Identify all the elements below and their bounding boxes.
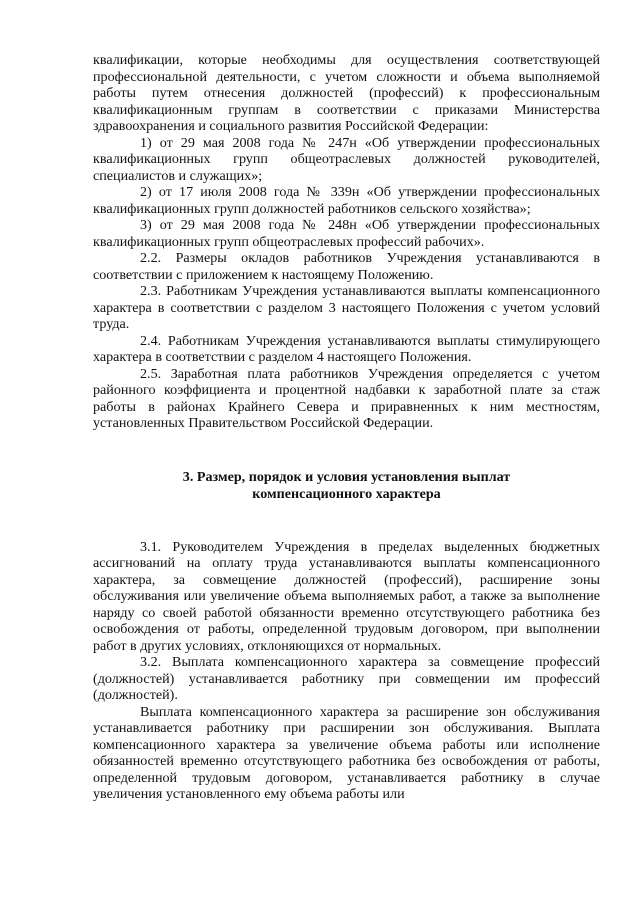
section-3-title-line-1: 3. Размер, порядок и условия установления выплат: [182, 468, 511, 485]
clause-2-3: 2.3. Работникам Учреждения устанавливаются выплаты компенсационного характера в соответствии с разделом 3 настоящего Положения с учетом условий труда.: [93, 283, 600, 332]
clause-3-2-continued: Выплата компенсационного характера за расширение зон обслуживания устанавливается работнику при расширении зон обслуживания. Выплата компенсационного характера за увеличение объема работы или исполнение обязанностей временно отсутствующего работника без освобождения от работы, определенной трудовым договором, устанавливается работнику в случае увеличения установленного ему объема работы или: [93, 703, 600, 802]
clause-2-4: 2.4. Работникам Учреждения устанавливаются выплаты стимулирующего характера в соответствии с разделом 4 настоящего Положения.: [93, 332, 600, 365]
section-3-title-line-2: компенсационного характера: [252, 485, 441, 502]
clause-2-2: 2.2. Размеры окладов работников Учреждения устанавливаются в соответствии с приложением к настоящему Положению.: [93, 250, 600, 283]
intro-paragraph: квалификации, которые необходимы для осуществления соответствующей профессиональной деятельности, с учетом сложности и объема выполняемой работы путем отнесения должностей (профессий) к профессиональным квалификационным группам в соответствии с приказами Министерства здравоохранения и социального развития Российской Федерации:: [93, 52, 600, 134]
order-item-1: 1) от 29 мая 2008 года № 247н «Об утверждении профессиональных квалификационных групп общеотраслевых должностей руководителей, специалистов и служащих»;: [93, 134, 600, 184]
order-item-3: 3) от 29 мая 2008 года № 248н «Об утверждении профессиональных квалификационных групп общеотраслевых профессий рабочих».: [93, 217, 600, 250]
clause-2-5: 2.5. Заработная плата работников Учреждения определяется с учетом районного коэффициента и процентной надбавки к заработной плате за стаж работы в районах Крайнего Севера и приравненных к ним местностям, установленных Правительством Российской Федерации.: [93, 365, 600, 431]
clause-3-2: 3.2. Выплата компенсационного характера за совмещение профессий (должностей) устанавливается работнику при совмещении им профессий (должностей).: [93, 654, 600, 703]
section-3-title: [93, 469, 600, 503]
order-item-2: 2) от 17 июля 2008 года № 339н «Об утверждении профессиональных квалификационных групп должностей работников сельского хозяйства»;: [93, 184, 600, 217]
clause-3-1: 3.1. Руководителем Учреждения в пределах выделенных бюджетных ассигнований на оплату труда устанавливаются выплаты компенсационного характера, за совмещение должностей (профессий), расширение зоны обслуживания или увеличение объема выполняемых работ, а также за выполнение наряду со своей работой обязанности временно отсутствующего работника без освобождения от работы, определенной трудовым договором, при выполнении работ в других условиях, отклоняющихся от нормальных.: [93, 538, 600, 654]
